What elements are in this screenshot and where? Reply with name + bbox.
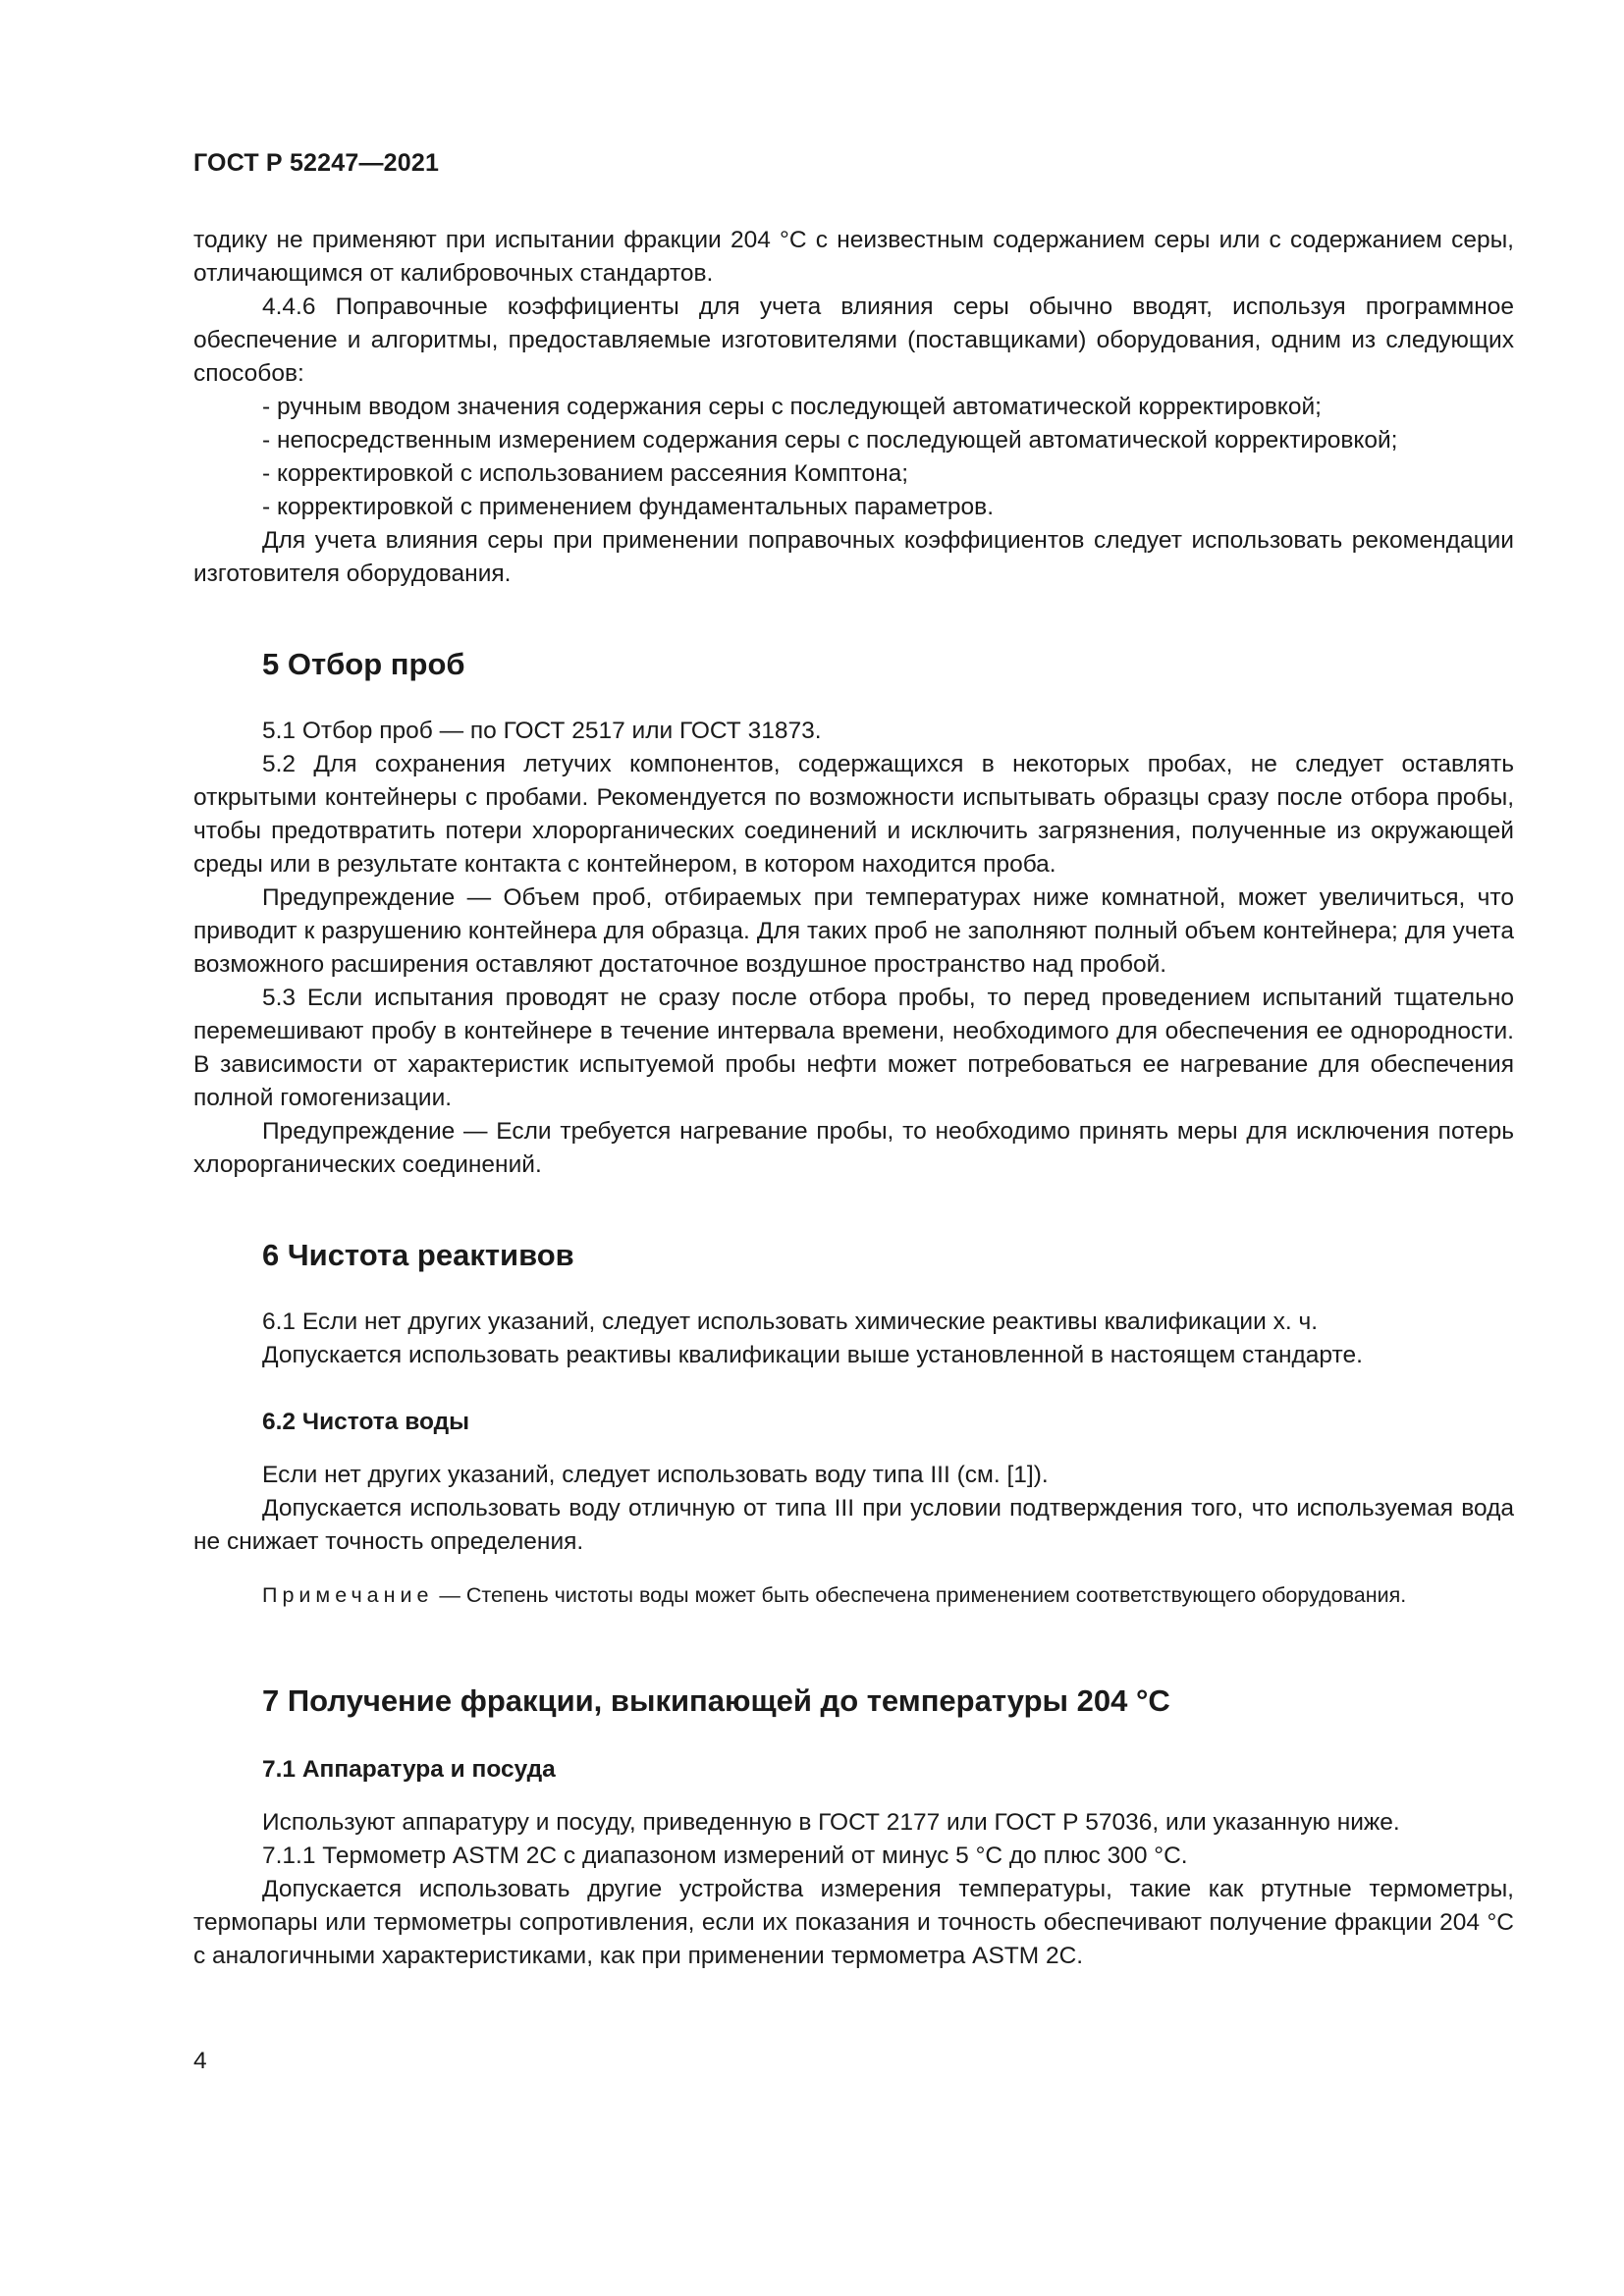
paragraph-6-2-1: Если нет других указаний, следует использовать воду типа III (см. [1]).: [262, 1462, 1049, 1488]
subsection-6-2-title: 6.2 Чистота воды: [262, 1409, 470, 1435]
paragraph-7-1-1-cont: Допускается использовать другие устройства измерения температуры, такие как ртутные термометры, термопары или термометры сопротивления, если их показания и точность обеспечивают получение фракции 204 °С с аналогичными характеристиками, как при применении термометра ASTM 2C.: [193, 1876, 1514, 1969]
page-content: [193, 224, 1514, 1973]
paragraph-continuation: тодику не применяют при испытании фракции 204 °С с неизвестным содержанием серы или с содержанием серы, отличающимся от калибровочных стандартов.: [193, 227, 1514, 287]
section-5-title: 5 Отбор проб: [262, 647, 465, 681]
paragraph-4-4-6: 4.4.6 Поправочные коэффициенты для учета влияния серы обычно вводят, используя программное обеспечение и алгоритмы, предоставляемые изготовителями (поставщиками) оборудования, одним из следующих способов:: [193, 294, 1514, 387]
section-7-title: 7 Получение фракции, выкипающей до температуры 204 °С: [262, 1683, 1170, 1718]
paragraph-6-1: 6.1 Если нет других указаний, следует использовать химические реактивы квалификации х. ч.: [262, 1308, 1319, 1335]
paragraph-6-2-2: Допускается использовать воду отличную от типа III при условии подтверждения того, что используемая вода не снижает точность определения.: [193, 1495, 1514, 1555]
list-item: - непосредственным измерением содержания серы с последующей автоматической корректировкой;: [262, 427, 1398, 454]
note-text: — Степень чистоты воды может быть обеспечена применением соответствующего оборудования.: [433, 1583, 1407, 1607]
paragraph-warning-2: Предупреждение — Если требуется нагревание пробы, то необходимо принять меры для исключения потерь хлорорганических соединений.: [193, 1118, 1514, 1178]
paragraph-5-2: 5.2 Для сохранения летучих компонентов, содержащихся в некоторых пробах, не следует оставлять открытыми контейнеры с пробами. Рекомендуется по возможности испытывать образцы сразу после отбора пробы, чтобы предотвратить потери хлорорганических соединений и исключить загрязнения, полученные из окружающей среды или в результате контакта с контейнером, в котором находится проба.: [193, 751, 1514, 878]
paragraph-7-1: Используют аппаратуру и посуду, приведенную в ГОСТ 2177 или ГОСТ Р 57036, или указанную ниже.: [262, 1809, 1400, 1836]
paragraph-warning-1: Предупреждение — Объем проб, отбираемых при температурах ниже комнатной, может увеличиться, что приводит к разрушению контейнера для образца. Для таких проб не заполняют полный объем контейнера; для учета возможного расширения оставляют достаточное воздушное пространство над пробой.: [193, 884, 1514, 978]
list-item: - корректировкой с применением фундаментальных параметров.: [262, 494, 995, 520]
paragraph-5-3: 5.3 Если испытания проводят не сразу после отбора пробы, то перед проведением испытаний тщательно перемешивают пробу в контейнере в течение интервала времени, необходимого для обеспечения ее однородности. В зависимости от характеристик испытуемой пробы нефти может потребоваться ее нагревание для обеспечения полной гомогенизации.: [193, 985, 1514, 1111]
paragraph-7-1-1: 7.1.1 Термометр ASTM 2C с диапазоном измерений от минус 5 °С до плюс 300 °С.: [262, 1842, 1188, 1869]
note: [193, 1580, 1514, 1610]
paragraph-5-1: 5.1 Отбор проб — по ГОСТ 2517 или ГОСТ 31873.: [262, 718, 822, 744]
page-number: 4: [193, 2048, 207, 2074]
list-item: - корректировкой с использованием рассеяния Комптона;: [262, 460, 909, 487]
note-label: Примечание: [262, 1583, 434, 1607]
section-6-title: 6 Чистота реактивов: [262, 1238, 574, 1272]
list-item: - ручным вводом значения содержания серы с последующей автоматической корректировкой;: [262, 394, 1322, 420]
paragraph-6-1-cont: Допускается использовать реактивы квалификации выше установленной в настоящем стандарте.: [262, 1342, 1363, 1368]
paragraph-recommendation: Для учета влияния серы при применении поправочных коэффициентов следует использовать рекомендации изготовителя оборудования.: [193, 527, 1514, 587]
document-header: ГОСТ Р 52247—2021: [193, 149, 440, 177]
subsection-7-1-title: 7.1 Аппаратура и посуда: [262, 1756, 556, 1783]
